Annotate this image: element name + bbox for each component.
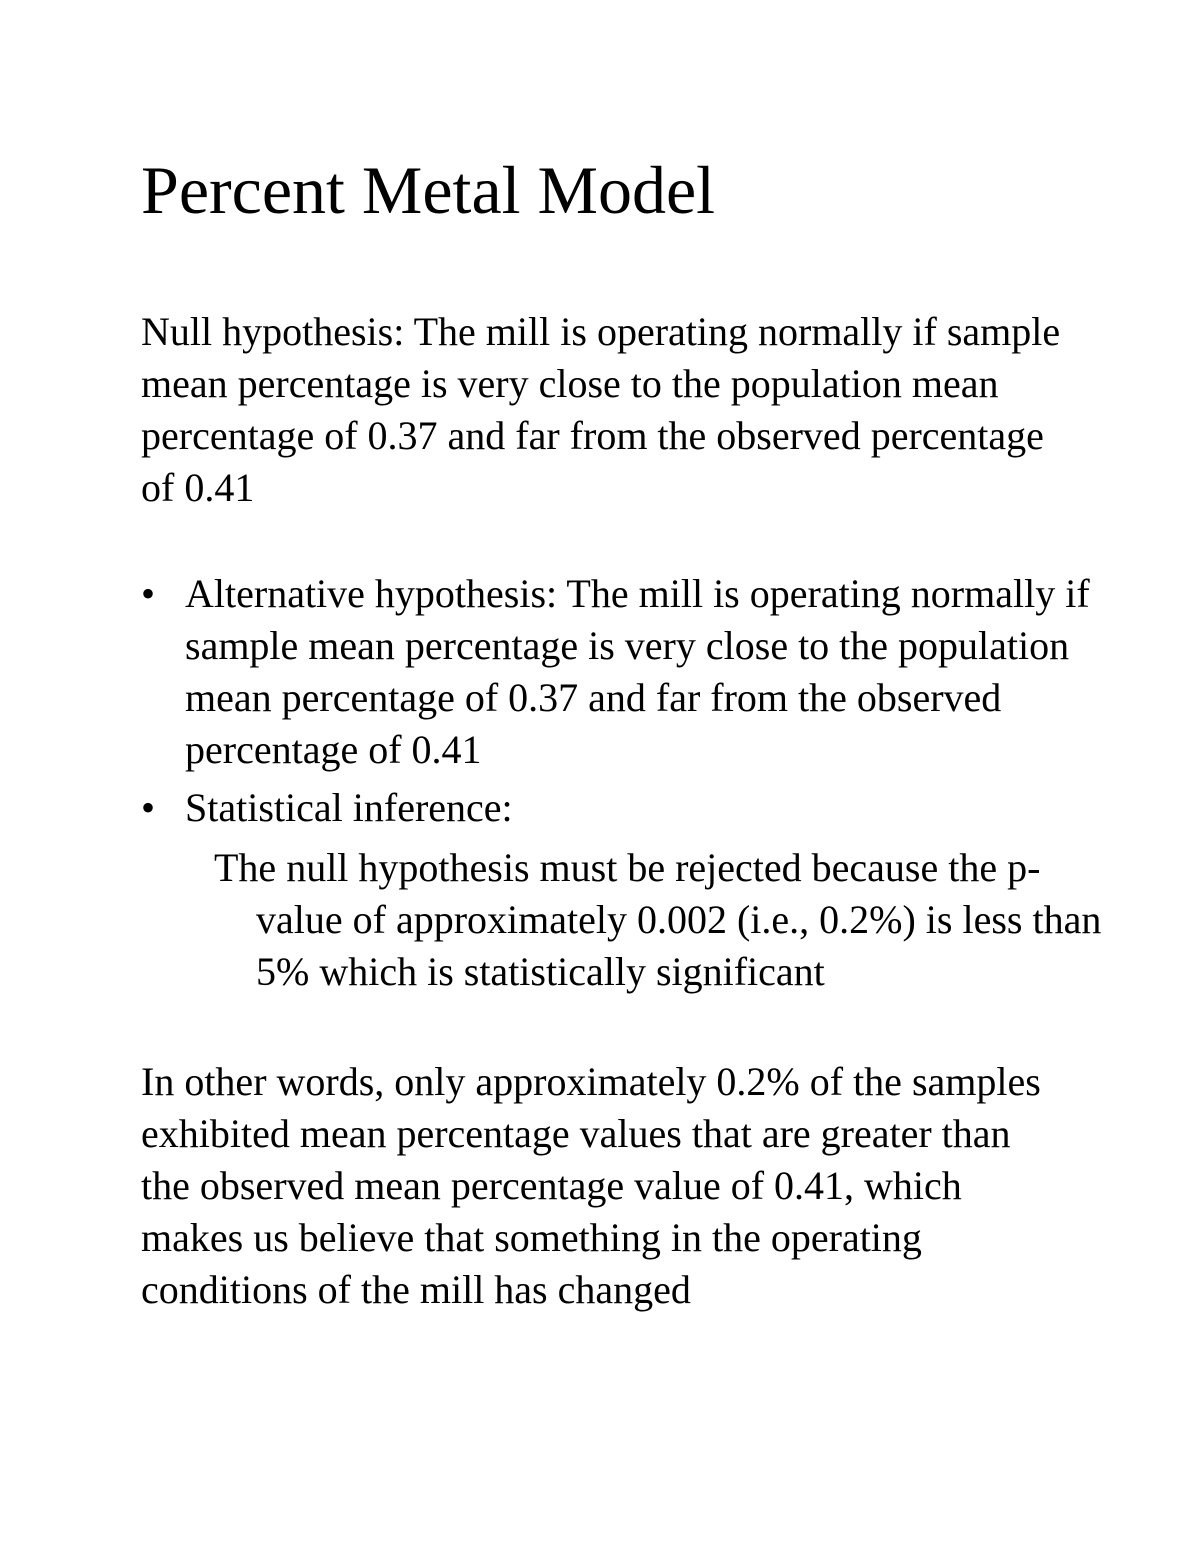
- statistical-inference-label: Statistical inference:: [185, 785, 513, 830]
- alternative-hypothesis-text: Alternative hypothesis: The mill is operating normally if sample mean percentage is very close to the population mean percentage of 0.37 and far from the observed percentage of 0.41: [185, 571, 1090, 772]
- page-title: Percent Metal Model: [141, 152, 716, 228]
- conclusion-paragraph: In other words, only approximately 0.2% of the samples exhibited mean percentage values that are greater than the observed mean percentage value of 0.41, which makes us believe that something in the operating conditions of the mill has changed: [141, 1059, 1041, 1312]
- null-hypothesis-paragraph: Null hypothesis: The mill is operating normally if sample mean percentage is very close to the population mean percentage of 0.37 and far from the observed percentage of 0.41: [141, 309, 1061, 510]
- bullet-statistical-inference: [141, 782, 1101, 834]
- bullet-alternative-hypothesis: [141, 568, 1101, 776]
- bullet-marker: •: [141, 571, 156, 616]
- bullet-marker: •: [141, 785, 156, 830]
- inference-detail-paragraph: The null hypothesis must be rejected because the p-value of approximately 0.002 (i.e., 0.2%) is less than 5% which is statistically significant: [214, 845, 1102, 994]
- bullet-list: [141, 568, 1101, 834]
